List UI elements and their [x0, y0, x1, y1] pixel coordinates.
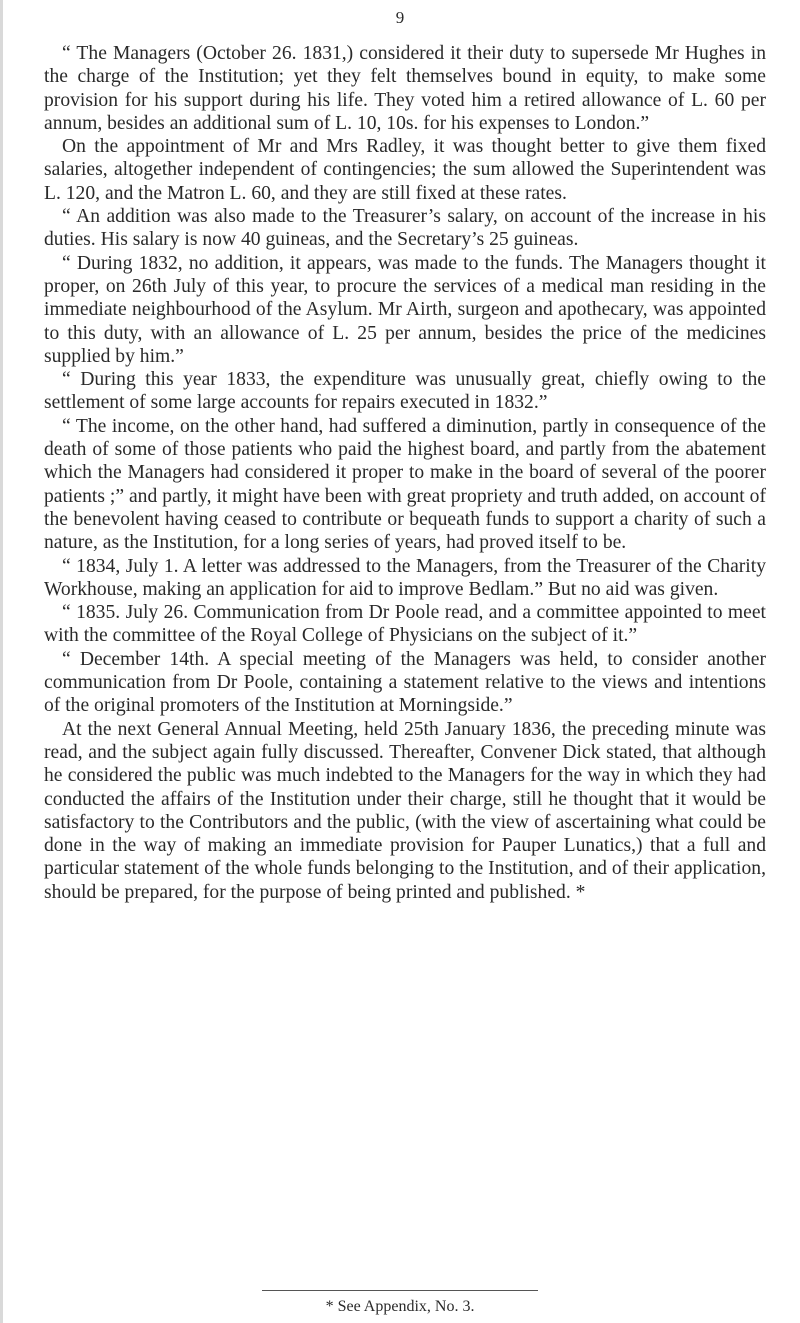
paragraph: “ 1834, July 1. A letter was addressed to the Managers, from the Treasurer of the Charity Workhouse, making an application for aid to improve Bedlam.” But no aid was given.	[44, 555, 766, 600]
body-text	[44, 42, 766, 904]
paragraph: “ The income, on the other hand, had suffered a diminution, partly in consequence of the death of some of those patients who paid the highest board, and partly from the abatement which the Managers had considered it proper to make in the board of several of the poorer patients ;” and partly, it might have been with great propriety and truth added, on account of the benevolent having ceased to contribute or bequeath funds to support a charity of such a nature, as the Institution, for a long series of years, had proved itself to be.	[44, 415, 766, 554]
footnote: * See Appendix, No. 3.	[325, 1298, 475, 1315]
paragraph: “ During this year 1833, the expenditure was unusually great, chiefly owing to the settlement of some large accounts for repairs executed in 1832.”	[44, 369, 766, 414]
paragraph: “ 1835. July 26. Communication from Dr Poole read, and a committee appointed to meet with the committee of the Royal College of Physicians on the subject of it.”	[44, 602, 766, 647]
page-number: 9	[395, 8, 405, 27]
paragraph: “ During 1832, no addition, it appears, was made to the funds. The Managers thought it proper, on 26th July of this year, to procure the services of a medical man residing in the immediate neighbourhood of the Asylum. Mr Airth, surgeon and apothecary, was appointed to this duty, with an allowance of L. 25 per annum, besides the price of the medicines supplied by him.”	[44, 252, 766, 367]
paragraph: “ December 14th. A special meeting of the Managers was held, to consider another communication from Dr Poole, containing a statement relative to the views and intentions of the original promoters of the Institution at Morningside.”	[44, 648, 766, 717]
paragraph: At the next General Annual Meeting, held 25th January 1836, the preceding minute was read, and the subject again fully discussed. Thereafter, Convener Dick stated, that although he considered the public was much indebted to the Managers for the way in which they had conducted the affairs of the Institution under their charge, still he thought that it would be satisfactory to the Contributors and the public, (with the view of ascertaining what could be done in the way of making an immediate provision for Pauper Lunatics,) that a full and particular statement of the whole funds belonging to the Institution, and of their application, should be prepared, for the purpose of being printed and published. *	[44, 718, 766, 903]
paragraph: On the appointment of Mr and Mrs Radley, it was thought better to give them fixed salaries, altogether independent of contingencies; the sum allowed the Superintendent was L. 120, and the Matron L. 60, and they are still fixed at these rates.	[44, 136, 766, 204]
paragraph: “ The Managers (October 26. 1831,) considered it their duty to supersede Mr Hughes in the charge of the Institution; yet they felt themselves bound in equity, to make some provision for his support during his life. They voted him a retired allowance of L. 60 per annum, besides an additional sum of L. 10, 10s. for his expenses to London.”	[44, 43, 766, 134]
paragraph: “ An addition was also made to the Treasurer’s salary, on account of the increase in his duties. His salary is now 40 guineas, and the Secretary’s 25 guineas.	[44, 206, 766, 251]
page-edge-shadow	[0, 0, 3, 1323]
footnote-divider	[262, 1290, 538, 1291]
